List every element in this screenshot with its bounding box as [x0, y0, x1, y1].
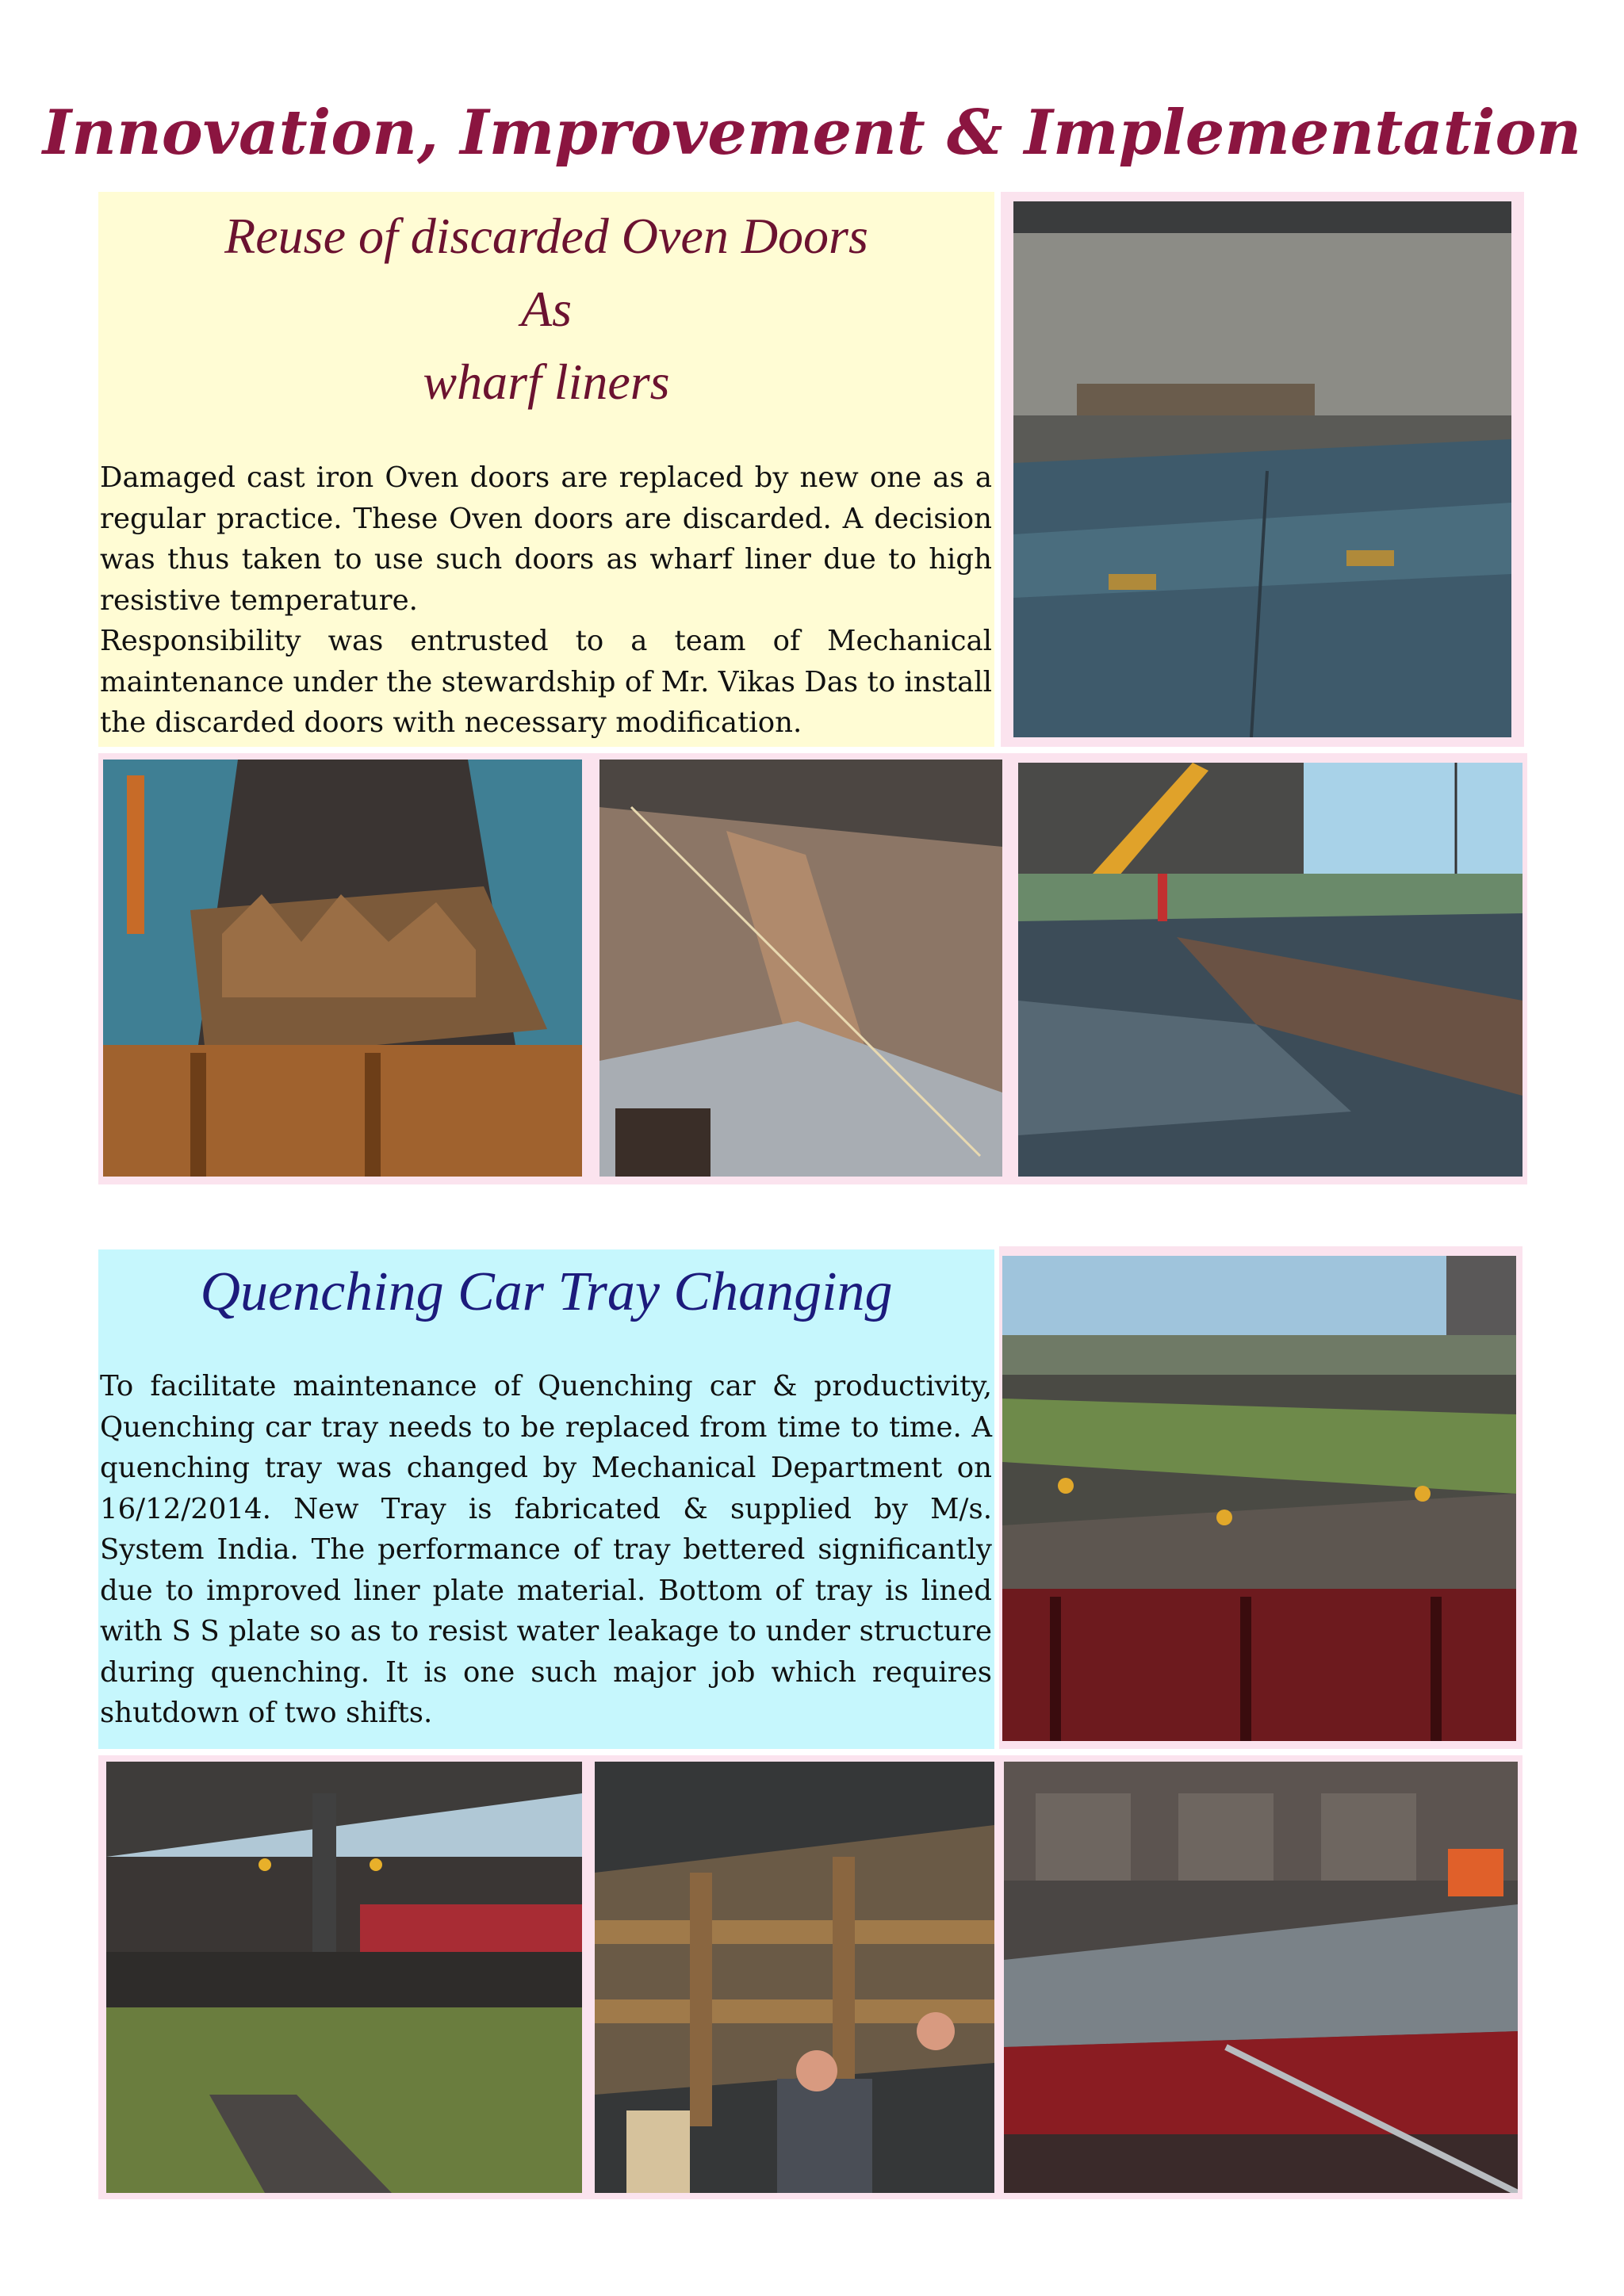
tray-lifting-image: [106, 1762, 582, 2193]
section1-title-line-2: As: [521, 281, 572, 337]
photo-oven-battery: [1004, 1762, 1518, 2193]
section2-paragraph-1: To facilitate maintenance of Quenching car & productivity, Quenching car tray needs to be replaced from time to time. A quenching tray was changed by Mechanical Department on 16/12/2014. New Tray is fabricated & supplied by M/s. System India. The performance of tray bettered significantly due to improved liner plate material. Bottom of tray is lined with S S plate so as to resist water leakage to under structure during quenching. It is one such major job which requires shutdown of two shifts.: [100, 1370, 992, 1729]
liner-installation-1-image: [103, 760, 582, 1177]
photo-quenching-car-crew: [1002, 1256, 1516, 1741]
liner-installation-2-image: [599, 760, 1002, 1177]
photo-frame-quenching-car: [999, 1246, 1522, 1749]
section2-title: Quenching Car Tray Changing: [200, 1261, 893, 1322]
photo-liner-installation-2: [599, 760, 1002, 1177]
crane-wharf-image: [1018, 763, 1522, 1177]
section1-title-line-1: Reuse of discarded Oven Doors: [224, 208, 868, 264]
section1-paragraph-2: Responsibility was entrusted to a team of Mechanical maintenance under the stewardship of Mr. Vikas Das to install the discarded doors with necessary modification.: [100, 625, 992, 739]
section2-body: [100, 1366, 992, 1734]
tray-rollers-image: [595, 1762, 994, 2193]
photo-tray-lifting: [106, 1762, 582, 2193]
wharf-wall-image: [1013, 201, 1511, 737]
quenching-car-crew-image: [1002, 1256, 1516, 1741]
section1-paragraph-1: Damaged cast iron Oven doors are replaced by new one as a regular practice. These Oven doors are discarded. A decision was thus taken to use such doors as wharf liner due to high resistive temperature.: [100, 461, 992, 617]
photo-tray-rollers: [595, 1762, 994, 2193]
photo-liner-installation-1: [103, 760, 582, 1177]
section1-title-line-3: wharf liners: [423, 354, 670, 410]
oven-battery-image: [1004, 1762, 1518, 2193]
section1-body: [100, 457, 992, 744]
photo-frame-wharf-overview: [1001, 192, 1524, 747]
section1-title: [98, 200, 994, 419]
page-title: Innovation, Improvement & Implementation: [42, 97, 1582, 169]
photo-crane-wharf: [1018, 763, 1522, 1177]
photo-wharf-overview: [1013, 201, 1511, 737]
